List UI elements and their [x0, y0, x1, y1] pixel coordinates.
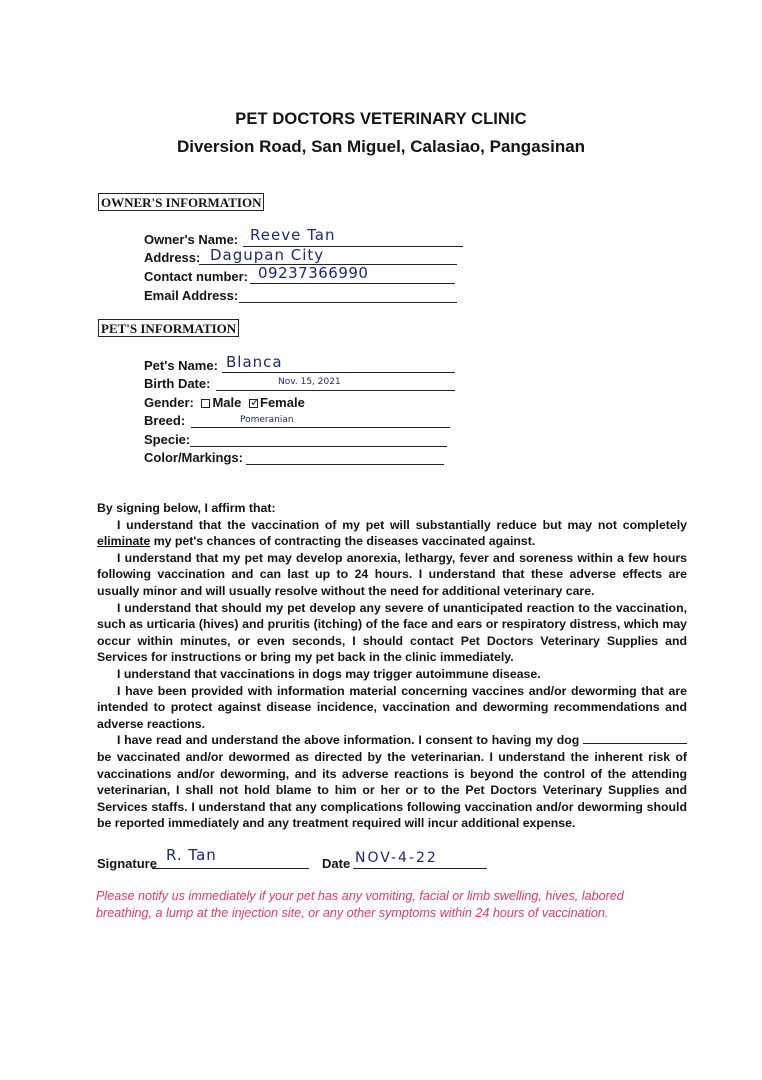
email-line [239, 302, 457, 303]
consent-text [97, 500, 687, 832]
gender-female-label: Female [260, 395, 305, 410]
consent-paragraph-1 [97, 517, 687, 550]
date-value[interactable]: NOV-4-22 [355, 850, 438, 866]
signature-label: Signature [97, 856, 157, 871]
clinic-name: PET DOCTORS VETERINARY CLINIC [235, 110, 527, 128]
pet-name-label: Pet's Name: [144, 358, 218, 373]
consent-p1-underlined: eliminate [97, 534, 151, 549]
color-markings-line [246, 464, 444, 465]
signature-line [152, 868, 309, 869]
clinic-address: Diversion Road, San Miguel, Calasiao, Pangasinan [176, 137, 586, 156]
pet-name-value[interactable]: Blanca [226, 353, 283, 371]
birth-date-value[interactable]: Nov. 15, 2021 [278, 377, 341, 387]
gender-male-label: Male [212, 395, 242, 410]
owner-name-value[interactable]: Reeve Tan [250, 226, 336, 244]
notice-text: Please notify us immediately if your pet has any vomiting, facial or limb swelling, hives, labored breathing, a lump at the injection site, or any other symptoms within 24 hours of vaccination. [96, 889, 624, 920]
owner-address-label: Address: [144, 250, 201, 265]
specie-line [190, 446, 447, 447]
gender-female-checkbox[interactable] [249, 395, 261, 410]
breed-value[interactable]: Pomeranian [240, 415, 294, 425]
date-label: Date [322, 856, 351, 871]
consent-paragraph-6 [97, 732, 687, 832]
color-markings-label: Color/Markings: [144, 450, 243, 465]
consent-p6-before: I have read and understand the above information. I consent to having my dog [117, 733, 580, 748]
consent-paragraph-5: I have been provided with information material concerning vaccines and/or deworming that are intended to protect against disease incidence, vaccination and deworming recommendations and adverse reactions. [97, 683, 687, 731]
contact-number-label: Contact number: [144, 269, 248, 284]
contact-number-line [250, 283, 455, 284]
owner-address-value[interactable]: Dagupan City [210, 246, 325, 264]
gender-label: Gender: [144, 395, 194, 410]
birth-date-line [216, 390, 455, 391]
consent-p6-after: be vaccinated and/or dewormed as directed by the veterinarian. I understand the inherent risk of vaccinations and/or deworming, and its adverse reactions is beyond the control of the attending veterinarian, I shall not hold blame to him or her or to the Pet Doctors Veterinary Supplies and Services staffs. I understand that any complications following vaccination and/or deworming should be reported immediately and any treatment required will incur additional expense. [97, 749, 687, 831]
owner-name-label: Owner's Name: [144, 232, 239, 247]
gender-male-checkbox[interactable] [201, 399, 210, 408]
email-label: Email Address: [144, 288, 239, 303]
consent-p1-before: I understand that the vaccination of my pet will substantially reduce but may not completely [117, 517, 687, 532]
gender-row [144, 395, 305, 411]
consent-paragraph-4: I understand that vaccinations in dogs may trigger autoimmune disease. [117, 666, 541, 681]
specie-label: Specie: [144, 432, 191, 447]
consent-paragraph-3: I understand that should my pet develop any severe of unanticipated reaction to the vaccination, such as urticaria (hives) and pruritis (itching) of the face and ears or respiratory distress, which may occur within minutes, or even seconds, I should contact Pet Doctors Veterinary Supplies and Services for instructions or bring my pet back in the clinic immediately. [97, 600, 687, 665]
owner-section-title: OWNER'S INFORMATION [98, 193, 264, 211]
date-line [353, 868, 487, 869]
check-mark-icon: ✓ [250, 395, 261, 410]
pet-section-title: PET'S INFORMATION [98, 319, 239, 337]
birth-date-label: Birth Date: [144, 376, 211, 391]
pet-name-line [222, 372, 455, 373]
signature-value[interactable]: R. Tan [166, 846, 217, 864]
consent-intro: By signing below, I affirm that: [97, 501, 276, 515]
contact-number-value[interactable]: 09237366990 [258, 264, 369, 282]
breed-label: Breed: [144, 413, 186, 428]
consent-p1-after: my pet's chances of contracting the diseases vaccinated against. [150, 534, 536, 549]
dog-name-blank[interactable] [583, 733, 687, 744]
breed-line [191, 427, 450, 428]
consent-paragraph-2: I understand that my pet may develop anorexia, lethargy, fever and soreness within a few hours following vaccination and can last up to 24 hours. I understand that these adverse effects are usually minor and will usually resolve without the need for additional veterinary care. [97, 550, 687, 598]
